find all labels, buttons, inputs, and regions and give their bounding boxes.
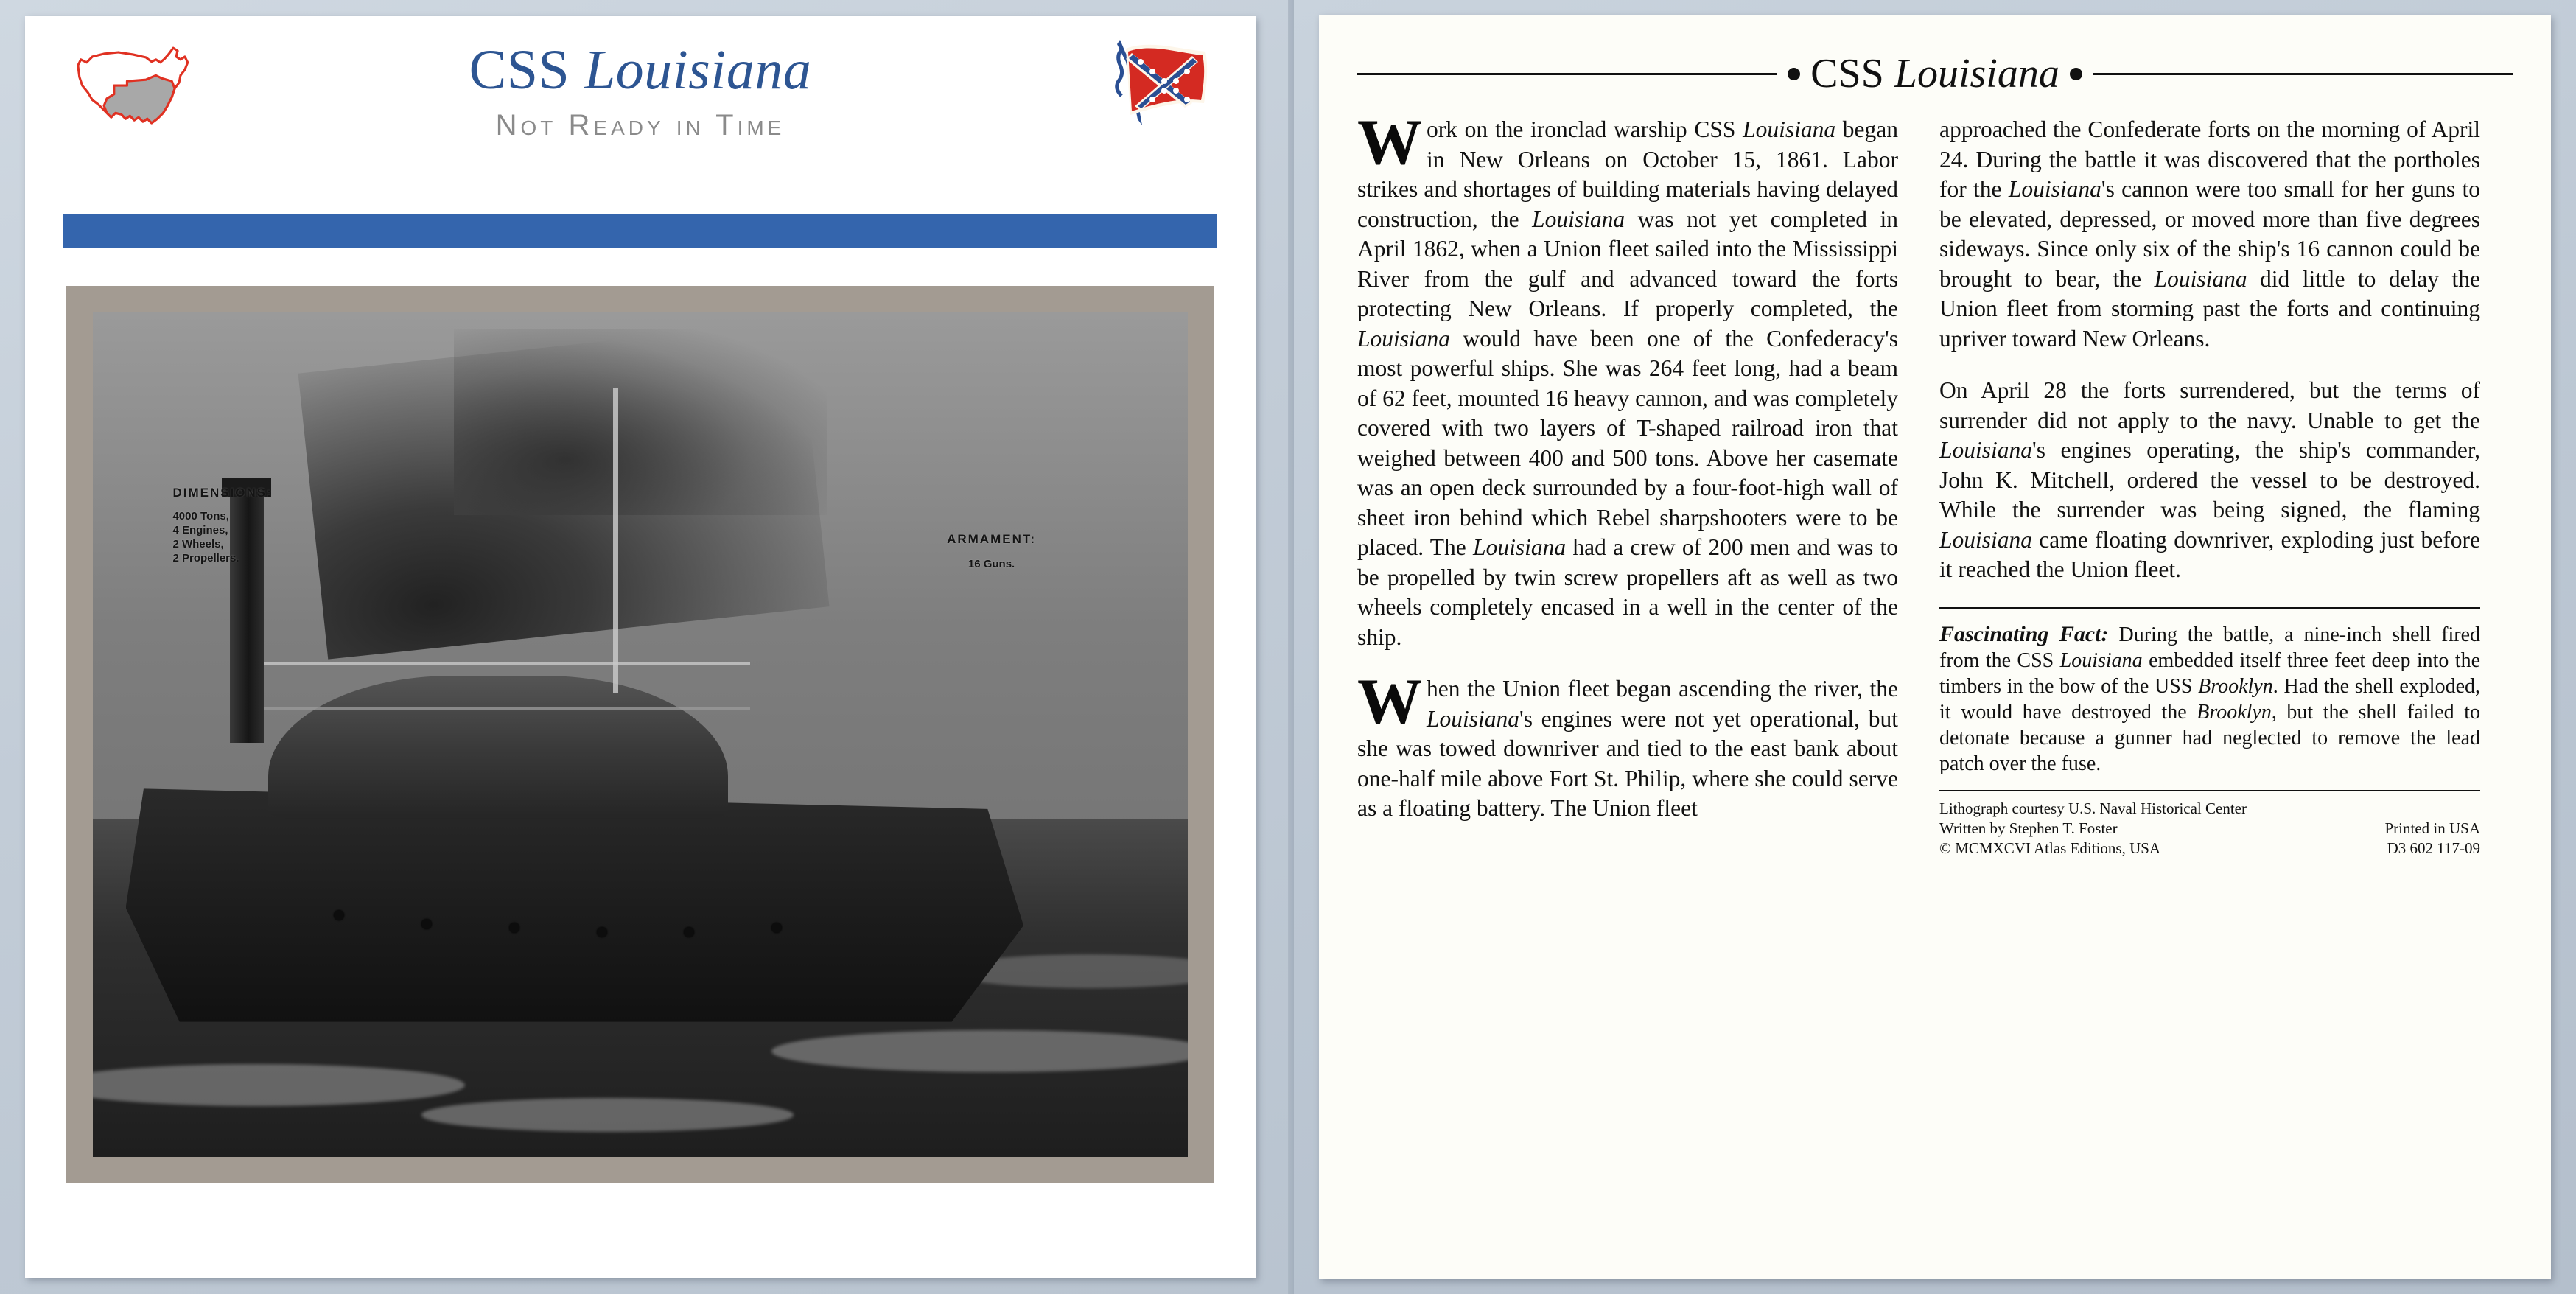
armament-heading: ARMAMENT: <box>947 531 1037 546</box>
back-card <box>1319 15 2551 1279</box>
front-card-header <box>25 16 1256 223</box>
right-column <box>1939 115 2480 858</box>
armament-line: 16 Guns. <box>967 557 1015 570</box>
ship-mast <box>613 388 618 693</box>
front-card <box>25 16 1256 1278</box>
dimensions-line: 4000 Tons, <box>172 509 229 522</box>
dimensions-line: 4 Engines, <box>172 523 228 536</box>
page-title <box>25 38 1256 102</box>
fascinating-fact-text: During the battle, a nine-inch shell fired from the CSS Louisiana embedded itself three feet deep into the timbers in the bow of the USS Brooklyn. Had the shell exploded, it would have destroyed the Brooklyn, but the shell failed to detonate because a gunner had neglected to remove the lead patch over the fuse. <box>1939 623 2481 775</box>
credits-block <box>1939 799 2480 858</box>
credit-catalog-number: D3 602 117-09 <box>2387 839 2480 857</box>
title-prefix: CSS <box>469 39 570 101</box>
ship-porthole <box>509 923 519 933</box>
credit-lithograph: Lithograph courtesy U.S. Naval Historical Center <box>1939 799 2247 817</box>
title-ship-name: Louisiana <box>584 39 812 101</box>
ship-porthole <box>334 910 344 920</box>
ship-porthole <box>421 919 432 929</box>
paragraph-1-text: ork on the ironclad warship CSS Louisiana began in New Orleans on October 15, 1861. Labor strikes and shortages of building materials having delayed construction, the Louisiana was not yet completed in April 1862, when a Union fleet sailed into the Mississippi River from the gulf and advanced toward the forts protecting New Orleans. If properly completed, the Louisiana would have been one of the Confederacy's most powerful ships. She was 264 feet long, had a beam of 62 feet, mounted 16 heavy cannon, and was completely covered with two layers of T-shaped railroad iron that weighed between 400 and 500 tons. Above her casemate was an open deck surrounded by a four-foot-high wall of sheet iron behind which Rebel sharpshooters were to be placed. The Louisiana had a crew of 200 men and was to be propelled by twin screw propellers aft as well as two wheels completely encased in a well in the center of the ship. <box>1357 116 1898 650</box>
header-dot-right-icon <box>2070 68 2082 80</box>
armament-annotation <box>947 532 1036 571</box>
ship-porthole <box>597 927 607 937</box>
paragraph-2 <box>1357 666 1898 824</box>
header-rule-right <box>2093 73 2513 75</box>
wave <box>421 1098 794 1132</box>
fascinating-fact-label: Fascinating Fact: <box>1939 621 2109 646</box>
credit-copyright <box>1939 839 2160 858</box>
credit-author-row <box>1939 819 2480 839</box>
dimensions-line: 2 Propellers. <box>172 551 239 564</box>
body-columns <box>1357 107 2513 858</box>
dropcap-2: W <box>1357 666 1422 738</box>
copyright-year-roman: MCMXCVI <box>1955 839 2031 857</box>
back-title-ship-name: Louisiana <box>1894 51 2059 97</box>
smoke-plume-upper <box>454 329 826 515</box>
header-dot-left-icon <box>1788 68 1800 80</box>
paragraph-3: approached the Confederate forts on the morning of April 24. During the battle it was discovered that the portholes for the Louisiana's cannon were too small for her guns to be elevated, depressed, or moved more than five degrees sideways. Since only six of the ship's 16 cannon could be brought to bear, the Louisiana did little to delay the Union fleet from storming past the forts and continuing upriver toward New Orleans. <box>1939 116 2480 352</box>
fascinating-fact <box>1939 621 2480 777</box>
paragraph-4: On April 28 the forts surrendered, but the terms of surrender did not apply to the navy. Unable to get the Louisiana's engines operating, the ship's commander, John K. Mitchell, ordered the vessel to be destroyed. While the surrender was being signed, the flaming Louisiana came floating downriver, exploding just before it reached the Union fleet. <box>1939 377 2480 582</box>
dimensions-line: 2 Wheels, <box>172 537 224 550</box>
photo-frame <box>66 286 1214 1183</box>
ship-deck-railing <box>257 662 750 709</box>
back-card-header <box>1357 52 2513 96</box>
fascinating-fact-divider <box>1939 607 2480 609</box>
dimensions-annotation <box>172 486 272 565</box>
panel-seam <box>1288 0 1294 1294</box>
copyright-publisher: Atlas Editions, USA <box>2034 839 2161 857</box>
credit-author: Written by Stephen T. Foster <box>1939 819 2118 837</box>
copyright-symbol: © <box>1939 839 1951 857</box>
left-column <box>1357 107 1898 824</box>
credit-copyright-row <box>1939 839 2480 858</box>
back-title-prefix: CSS <box>1810 51 1884 97</box>
blue-divider-bar <box>63 214 1217 248</box>
page-subtitle: Not Ready in Time <box>495 109 785 141</box>
credit-printed: Printed in USA <box>2384 819 2480 837</box>
back-page-title <box>1810 52 2059 96</box>
header-rule-left <box>1357 73 1777 75</box>
paragraph-1 <box>1357 107 1898 652</box>
front-title-block <box>25 38 1256 142</box>
credits-divider <box>1939 790 2480 791</box>
lithograph-image <box>93 312 1188 1157</box>
paragraph-2-text: hen the Union fleet began ascending the river, the Louisiana's engines were not yet operational, but she was towed downriver and tied to the east bank about one-half mile above Fort St. Philip, where she could serve as a floating battery. The Union fleet <box>1357 676 1898 821</box>
dropcap-1: W <box>1357 107 1422 178</box>
dimensions-heading: DIMENSIONS: <box>172 485 273 500</box>
